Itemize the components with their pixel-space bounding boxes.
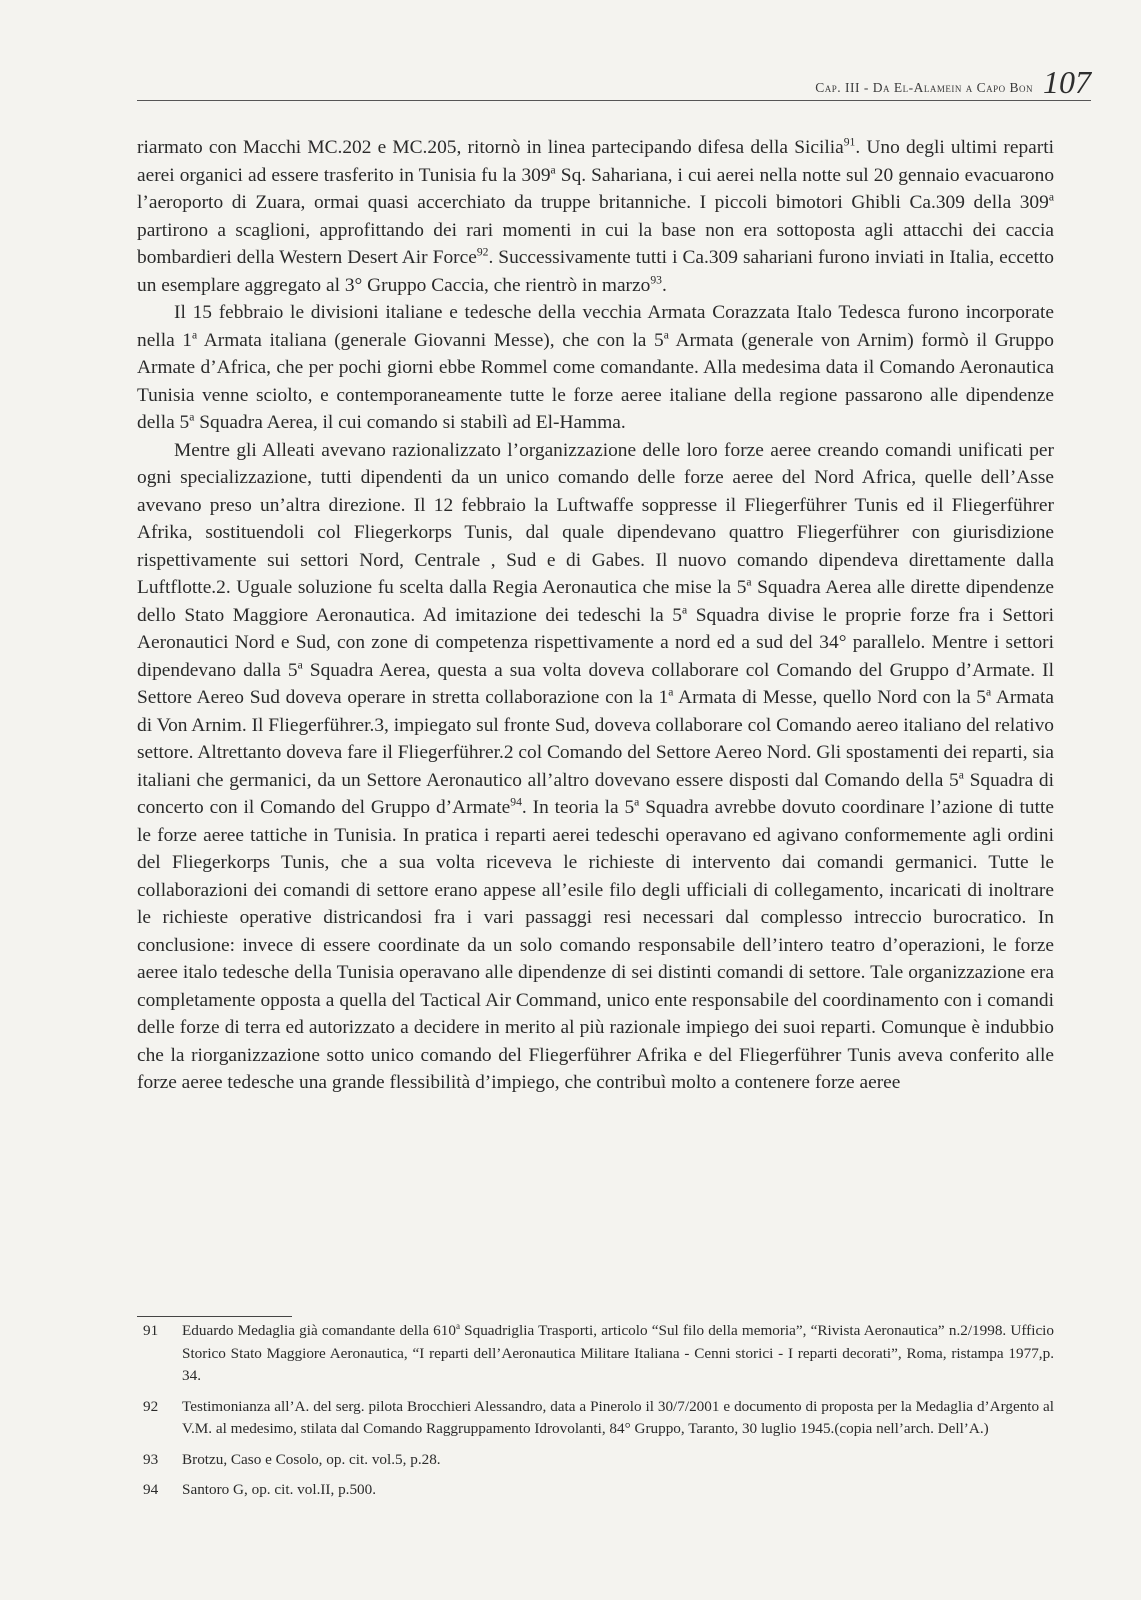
ordinal-marker: a: [668, 685, 674, 699]
ordinal-marker: a: [189, 410, 195, 424]
text-run: Armata italiana (generale Giovanni Messe), che con la 5: [197, 329, 664, 351]
footnote-text: Testimonianza all’A. del serg. pilota Brocchieri Alessandro, data a Pinerolo il 30/7/2001 e documento di proposta per la Medaglia d’Argento al V.M. al medesimo, stilata dal Comando Raggruppamento Idrovolanti, 84° Gruppo, Taranto, 30 luglio 1945.(copia nell’arch. Dell’A.): [182, 1397, 1054, 1437]
footnote-ref-91: 91: [843, 135, 856, 149]
paragraph-2: [137, 299, 1054, 437]
text-run: Armata di Messe, quello Nord con la 5: [673, 687, 986, 708]
footnote-separator: [137, 1316, 292, 1317]
text-run: Armata (generale von Arnim) formò il Gruppo Armate d’Africa, che per pochi giorni ebbe Rommel come comandante. Alla medesima data il Comando Aeronautica Tunisia venne sciolto, e contemporaneamente tutte le forze aeree italiane della regione passarono alle dipendenze della 5: [137, 329, 1054, 433]
text-run: Sq. Sahariana, i cui aerei nella notte sul 20 gennaio evacuarono l’aeroporto di Zuara, ormai quasi accerchiato da truppe britanniche. I piccoli bimotori Ghibli Ca.309 della 309: [137, 164, 1055, 213]
footnote-ref-92: 92: [476, 245, 489, 259]
footnote-ref-93: 93: [650, 273, 662, 287]
footnote-text: Brotzu, Caso e Cosolo, op. cit. vol.5, p.28.: [182, 1450, 441, 1468]
page-header: [137, 64, 1091, 101]
text-run: Squadra Aerea, il cui comando si stabilì ad El-Hamma.: [194, 412, 626, 433]
ordinal-marker: a: [550, 163, 556, 177]
text-run: Squadra Aerea alle dirette dipendenze dello Stato Maggiore Aeronautica. Ad imitazione dei tedeschi la 5: [137, 577, 1054, 626]
text-run: .: [661, 274, 667, 296]
running-head: Cap. III - Da El-Alamein a Capo Bon: [815, 80, 1033, 95]
text-run: . Successivamente tutti i Ca.309 sahariani furono inviati in Italia, eccetto un esemplare aggregato al 3° Gruppo Caccia, che rientrò in marzo: [137, 247, 1054, 296]
footnote-94: [137, 1479, 1054, 1502]
ordinal-marker: a: [746, 575, 752, 589]
footnote-number: 91: [143, 1322, 159, 1339]
footnote-text: Santoro G, op. cit. vol.II, p.500.: [182, 1481, 377, 1498]
paragraph-3: [137, 437, 1054, 1097]
text-run: Armata di Von Arnim. Il Fliegerführer.3, impiegato sul fronte Sud, doveva collaborare col Comando aereo italiano del relativo settore. Altrettanto doveva fare il Fliegerführer.2 col Comando del Settore Aereo Nord. Gli spostamenti dei reparti, sia italiani che germanici, da un Settore Aeronautico all’altro dovevano essere disposti dal Comando della 5: [137, 687, 1054, 791]
footnote-ref-94: 94: [510, 795, 522, 809]
footnote-number: 94: [143, 1481, 159, 1498]
text-run: Mentre gli Alleati avevano razionalizzato l’organizzazione delle loro forze aeree creando comandi unificati per ogni specializzazione, tutti dipendenti da un unico comando delle forze aeree del Nord Africa, quelle dell’Asse avevano preso un’altra direzione. Il 12 febbraio la Luftwaffe soppresse il Fliegerführer Tunis ed il Fliegerführer Afrika, sostituendoli col Fliegerkorps Tunis, dal quale dipendevano quattro Fliegerführer con giurisdizione rispettivamente sui settori Nord, Centrale , Sud e di Gabes. Il nuovo comando dipendeva direttamente dalla Luftflotte.2. Uguale soluzione fu scelta dalla Regia Aeronautica che mise la 5: [137, 439, 1054, 598]
text-run: Squadra di concerto con il Comando del Gruppo d’Armate: [137, 769, 1054, 818]
page-number: 107: [1043, 64, 1091, 100]
text-run: Eduardo Medaglia già comandante della 610: [182, 1322, 456, 1339]
footnotes: [137, 1320, 1054, 1510]
footnote-91: [137, 1320, 1054, 1388]
ordinal-marker: a: [297, 658, 303, 672]
footnote-93: [137, 1449, 1054, 1472]
footnote-92: [137, 1396, 1054, 1441]
text-run: Squadra avrebbe dovuto coordinare l’azione di tutte le forze aeree tattiche in Tunisia. In pratica i reparti aerei tedeschi operavano ed agivano conformemente agli ordini del Fliegerkorps Tunis, che a sua volta riceveva le richieste di intervento dai comandi germanici. Tutte le collaborazioni dei comandi di settore erano appese all’esile filo degli ufficiali di collegamento, incaricati di inoltrare le richieste operative districandosi fra i vari passaggi resi necessari dal complesso intreccio burocratico. In conclusione: invece di essere coordinate da un solo comando responsabile dell’intero teatro d’operazioni, le forze aeree italo tedesche della Tunisia operavano alle dipendenze di sei distinti comandi di settore. Tale organizzazione era completamente opposta a quella del Tactical Air Command, unico ente responsabile del coordinamento con i comandi delle forze di terra ed autorizzato a decidere in merito al più razionale impiego dei suoi reparti. Comunque è indubbio che la riorganizzazione sotto unico comando del Fliegerführer Afrika e del Fliegerführer Tunis aveva conferito alle forze aeree tedesche una grande flessibilità d’impiego, che contribuì molto a contenere forze aeree: [137, 797, 1054, 1093]
body-text: [137, 134, 1054, 1097]
footnote-number: 92: [143, 1397, 159, 1415]
ordinal-marker: a: [455, 1320, 460, 1331]
text-run: Il 15 febbraio le divisioni italiane e tedesche della vecchia Armata Corazzata Italo Tedesca furono incorporate nella 1: [137, 302, 1054, 351]
ordinal-marker: a: [634, 795, 640, 809]
text-run: riarmato con Macchi MC.202 e MC.205, ritornò in linea partecipando difesa della Sicilia: [137, 137, 844, 158]
text-run: . In teoria la 5: [521, 797, 635, 818]
text-run: . Uno degli ultimi reparti aerei organici ad essere trasferito in Tunisia fu la 309: [137, 137, 1054, 186]
ordinal-marker: a: [986, 685, 992, 699]
ordinal-marker: a: [682, 603, 688, 617]
text-run: partirono a scaglioni, approfittando dei rari momenti in cui la base non era sottoposta agli attacchi dei caccia bombardieri della Western Desert Air Force: [137, 219, 1054, 268]
footnote-number: 93: [143, 1450, 159, 1468]
text-run: Squadra divise le proprie forze fra i Settori Aeronautici Nord e Sud, con zone di competenza rispettivamente a nord ed a sud del 34° parallelo. Mentre i settori dipendevano dalla 5: [137, 604, 1054, 681]
ordinal-marker: a: [663, 328, 669, 342]
paragraph-1: [137, 134, 1054, 299]
footnote-text: [182, 1320, 1054, 1388]
text-run: Squadra Aerea, questa a sua volta doveva collaborare col Comando del Gruppo d’Armate. Il Settore Aereo Sud doveva operare in stretta collaborazione con la 1: [137, 659, 1054, 708]
ordinal-marker: a: [958, 768, 964, 782]
ordinal-marker: a: [1048, 190, 1054, 204]
text-run: Squadriglia Trasporti, articolo “Sul filo della memoria”, “Rivista Aeronautica” n.2/1998. Ufficio Storico Stato Maggiore Aeronautica, “I reparti dell’Aeronautica Militare Italiana - Cenni storici - I reparti decorati”, Roma, ristampa 1977,p. 34.: [182, 1322, 1054, 1384]
ordinal-marker: a: [192, 328, 198, 342]
